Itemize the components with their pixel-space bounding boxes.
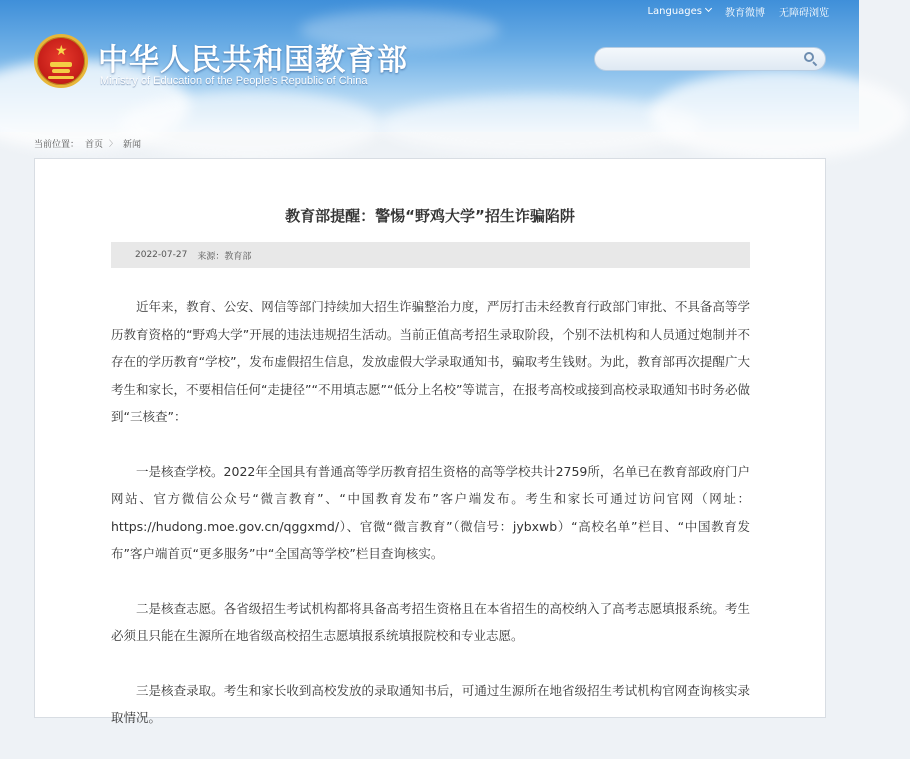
- languages-menu[interactable]: [647, 6, 711, 17]
- accessibility-link[interactable]: 无障碍浏览: [779, 7, 829, 19]
- emblem-gate-shape: [50, 62, 72, 67]
- breadcrumb-label: 当前位置：: [34, 139, 80, 150]
- top-nav: [647, 4, 829, 18]
- search-icon-handle: [812, 61, 817, 66]
- search-icon-ring: [804, 52, 814, 62]
- education-weibo-link[interactable]: 教育微博: [725, 7, 765, 19]
- article-paragraph: 三是核查录取。考生和家长收到高校发放的录取通知书后，可通过生源所在地省级招生考试机构官网查询核实录取情况。: [111, 682, 750, 725]
- article-container: [34, 158, 826, 725]
- cloud-decoration: [120, 90, 380, 160]
- breadcrumb: [34, 136, 141, 150]
- breadcrumb-current[interactable]: 新闻: [123, 139, 142, 150]
- national-emblem-icon[interactable]: [34, 34, 88, 88]
- emblem-gate-shape: [48, 76, 74, 79]
- star-icon: ★: [55, 43, 68, 59]
- cloud-decoration: [380, 95, 700, 155]
- breadcrumb-separator: 〉: [109, 138, 118, 148]
- site-header: [0, 0, 859, 132]
- search-box: [594, 47, 826, 71]
- emblem-gate-shape: [52, 69, 70, 73]
- article-meta: [111, 242, 750, 268]
- article-paragraph: 近年来，教育、公安、网信等部门持续加大招生诈骗整治力度，严厉打击未经教育行政部门审批、不具备高等学历教育资格的“野鸡大学”开展的违法违规招生活动。当前正值高考招生录取阶段，个别不法机构和人员通过炮制并不存在的学历教育“学校”，发布虚假招生信息，发放虚假大学录取通知书，骗取考生钱财。为此，教育部再次提醒广大考生和家长，不要相信任何“走捷径”“不用填志愿”“低分上名校”等谎言，在报考高校或接到高校录取通知书时务必做到“三核查”：: [111, 299, 750, 424]
- article-date: 2022-07-27: [135, 250, 188, 260]
- search-input[interactable]: [605, 51, 795, 67]
- article-title: 教育部提醒：警惕“野鸡大学”招生诈骗陷阱: [285, 207, 575, 225]
- chevron-down-icon: [705, 4, 712, 11]
- search-icon[interactable]: [804, 52, 818, 66]
- article-source: 来源：教育部: [197, 251, 252, 262]
- cloud-decoration: [650, 70, 910, 160]
- site-subtitle: Ministry of Education of the People's Republic of China: [100, 75, 368, 87]
- site-title[interactable]: 中华人民共和国教育部: [98, 43, 408, 78]
- article-paragraph: 一是核查学校。2022年全国具有普通高等学历教育招生资格的高等学校共计2759所，名单已在教育部政府门户网站、官方微信公众号“微言教育”、“中国教育发布”客户端发布。考生和家长可通过访问官网（网址：https://hudong.moe.gov.cn/qggxmd/）、官微“微言教育”（微信号：jybxwb）“高校名单”栏目、“中国教育发布”客户端首页“更多服务”中“全国高等学校”栏目查询核实。: [111, 463, 750, 561]
- article-paragraph: 二是核查志愿。各省级招生考试机构都将具备高考招生资格且在本省招生的高校纳入了高考志愿填报系统。考生必须且只能在生源所在地省级高校招生志愿填报系统填报院校和专业志愿。: [111, 600, 750, 643]
- languages-label: Languages: [647, 5, 702, 17]
- breadcrumb-home[interactable]: 首页: [85, 139, 104, 150]
- article-body: [111, 293, 750, 759]
